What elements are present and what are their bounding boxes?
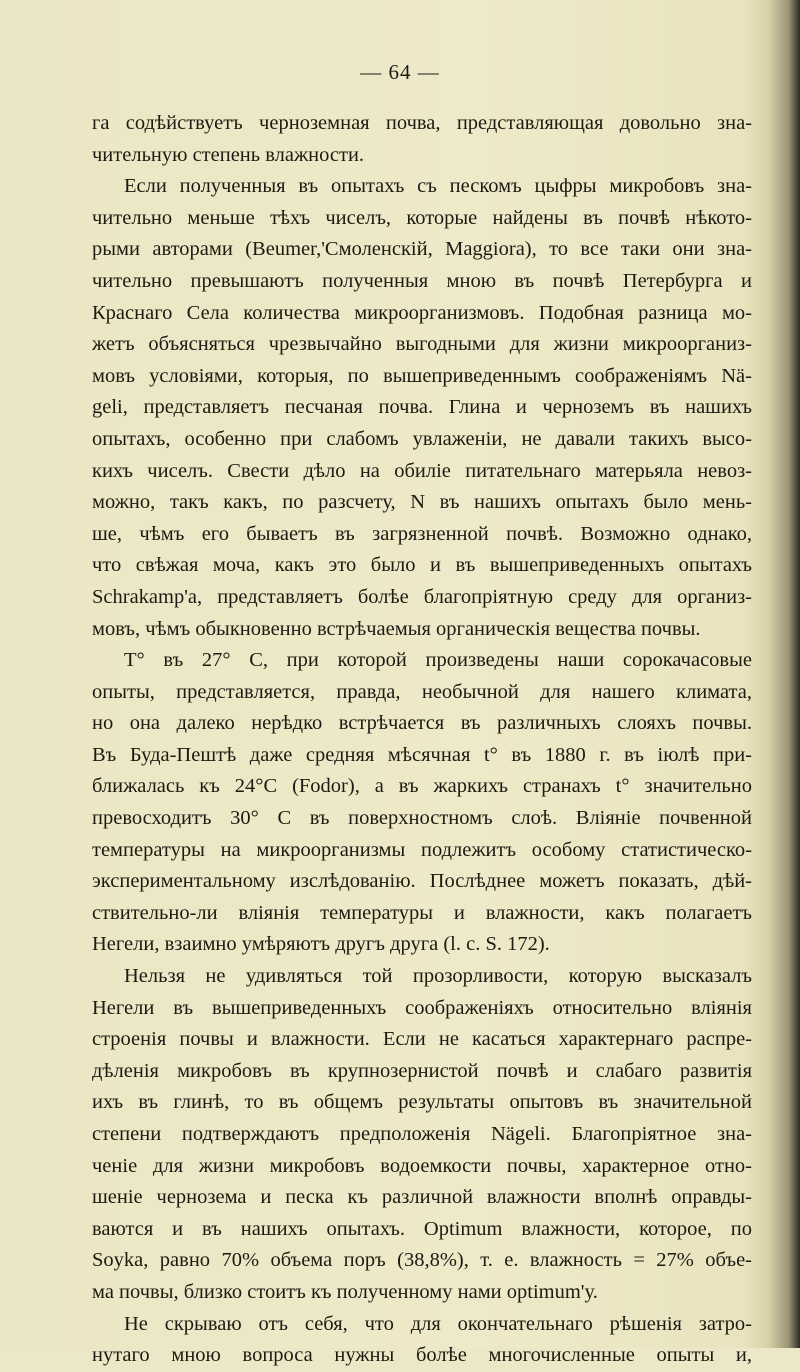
text-line: Негели въ вышеприведенныхъ соображеніяхъ относительно вліянія [92, 996, 752, 1019]
text-line: Въ Буда-Пештѣ даже средняя мѣсячная t° въ 1880 г. въ іюлѣ при- [92, 743, 752, 766]
text-line: мовъ, чѣмъ обыкновенно встрѣчаемыя органическія вещества почвы. [92, 617, 701, 640]
text-line: дѣленія микробовъ въ крупнозернистой почвѣ и слабаго развитія [92, 1059, 752, 1082]
text-line: Если полученныя въ опытахъ съ пескомъ цыфры микробовъ зна- [124, 175, 752, 198]
text-line: T° въ 27° C, при которой произведены наши сорокачасовые [124, 649, 752, 672]
text-line: Не скрываю отъ себя, что для окончательнаго рѣшенія затро- [124, 1312, 752, 1335]
text-line: geli, представляетъ песчаная почва. Глина и черноземъ въ нашихъ [92, 396, 752, 419]
text-line: экспериментальному изслѣдованію. Послѣднее можетъ показать, дѣй- [92, 870, 752, 893]
text-line: ше, чѣмъ его бываетъ въ загрязненной почвѣ. Возможно однако, [92, 522, 752, 545]
text-line: га содѣйствуетъ черноземная почва, представляющая довольно зна- [92, 112, 752, 134]
text-line: Schrakamp'a, представляетъ болѣе благопріятную среду для организ- [92, 585, 752, 608]
text-line: опытахъ, особенно при слабомъ увлаженіи, не давали такихъ высо- [92, 427, 752, 450]
text-line: Краснаго Села количества микроорганизмовъ. Подобная разница мо- [92, 301, 752, 324]
text-line: шеніе чернозема и песка къ различной влажности вполнѣ оправды- [92, 1186, 752, 1209]
text-line: строенія почвы и влажности. Если не касаться характернаго распре- [92, 1028, 752, 1051]
text-line: Soyka, равно 70% объема поръ (38,8%), т. е. влажность = 27% объе- [92, 1249, 752, 1272]
text-line: можно, такъ какъ, по разсчету, N въ нашихъ опытахъ было мень- [92, 491, 752, 514]
text-line: температуры на микроорганизмы подлежитъ особому статистическо- [92, 838, 752, 861]
text-line: превосходитъ 30° C въ поверхностномъ слоѣ. Вліяніе почвенной [92, 807, 752, 830]
text-line: чительную степень влажности. [92, 143, 365, 166]
text-line: ихъ въ глинѣ, то въ общемъ результаты опытовъ въ значительной [92, 1091, 752, 1114]
text-line: жетъ объясняться чрезвычайно выгодными для жизни микроорганиз- [92, 333, 752, 356]
text-line: ствительно-ли вліянія температуры и влажности, какъ полагаетъ [92, 901, 752, 924]
text-line: что свѣжая моча, какъ это было и въ вышеприведенныхъ опытахъ [92, 554, 752, 577]
text-line: ваются и въ нашихъ опытахъ. Optimum влажности, которое, по [92, 1217, 752, 1240]
text-line: опыты, представляется, правда, необычной для нашего климата, [92, 680, 752, 703]
text-line: ма почвы, близко стоитъ къ полученному нами optimum'у. [92, 1280, 598, 1303]
text-line: кихъ чиселъ. Свести дѣло на обиліе питательнаго матерьяла невоз- [92, 459, 752, 482]
text-line: ближалась къ 24°C (Fodor), а въ жаркихъ странахъ t° значительно [92, 775, 752, 798]
body-text [92, 108, 752, 1372]
text-line: степени подтверждаютъ предположенія Nägeli. Благопріятное зна- [92, 1123, 752, 1145]
text-line: Негели, взаимно умѣряютъ другъ друга (l. c. S. 172). [92, 933, 550, 956]
text-line: чительно меньше тѣхъ чиселъ, которые найдены въ почвѣ нѣкото- [92, 206, 752, 229]
text-line: ченіе для жизни микробовъ водоемкости почвы, характерное отно- [92, 1154, 752, 1177]
page-number: — 64 — [360, 60, 440, 84]
text-line: мовъ условіями, которыя, по вышеприведеннымъ соображеніямъ Nä- [92, 364, 752, 387]
text-line: но она далеко нерѣдко встрѣчается въ различныхъ слояхъ почвы. [92, 712, 752, 735]
text-line: нутаго мною вопроса нужны болѣе многочисленные опыты и, [92, 1344, 752, 1367]
text-line: рыми авторами (Beumer,'Смоленскій, Maggiora), то все таки они зна- [92, 238, 752, 261]
text-line: чительно превышаютъ полученныя мною въ почвѣ Петербурга и [92, 269, 752, 292]
text-line: Нельзя не удивляться той прозорливости, которую высказалъ [124, 965, 752, 988]
